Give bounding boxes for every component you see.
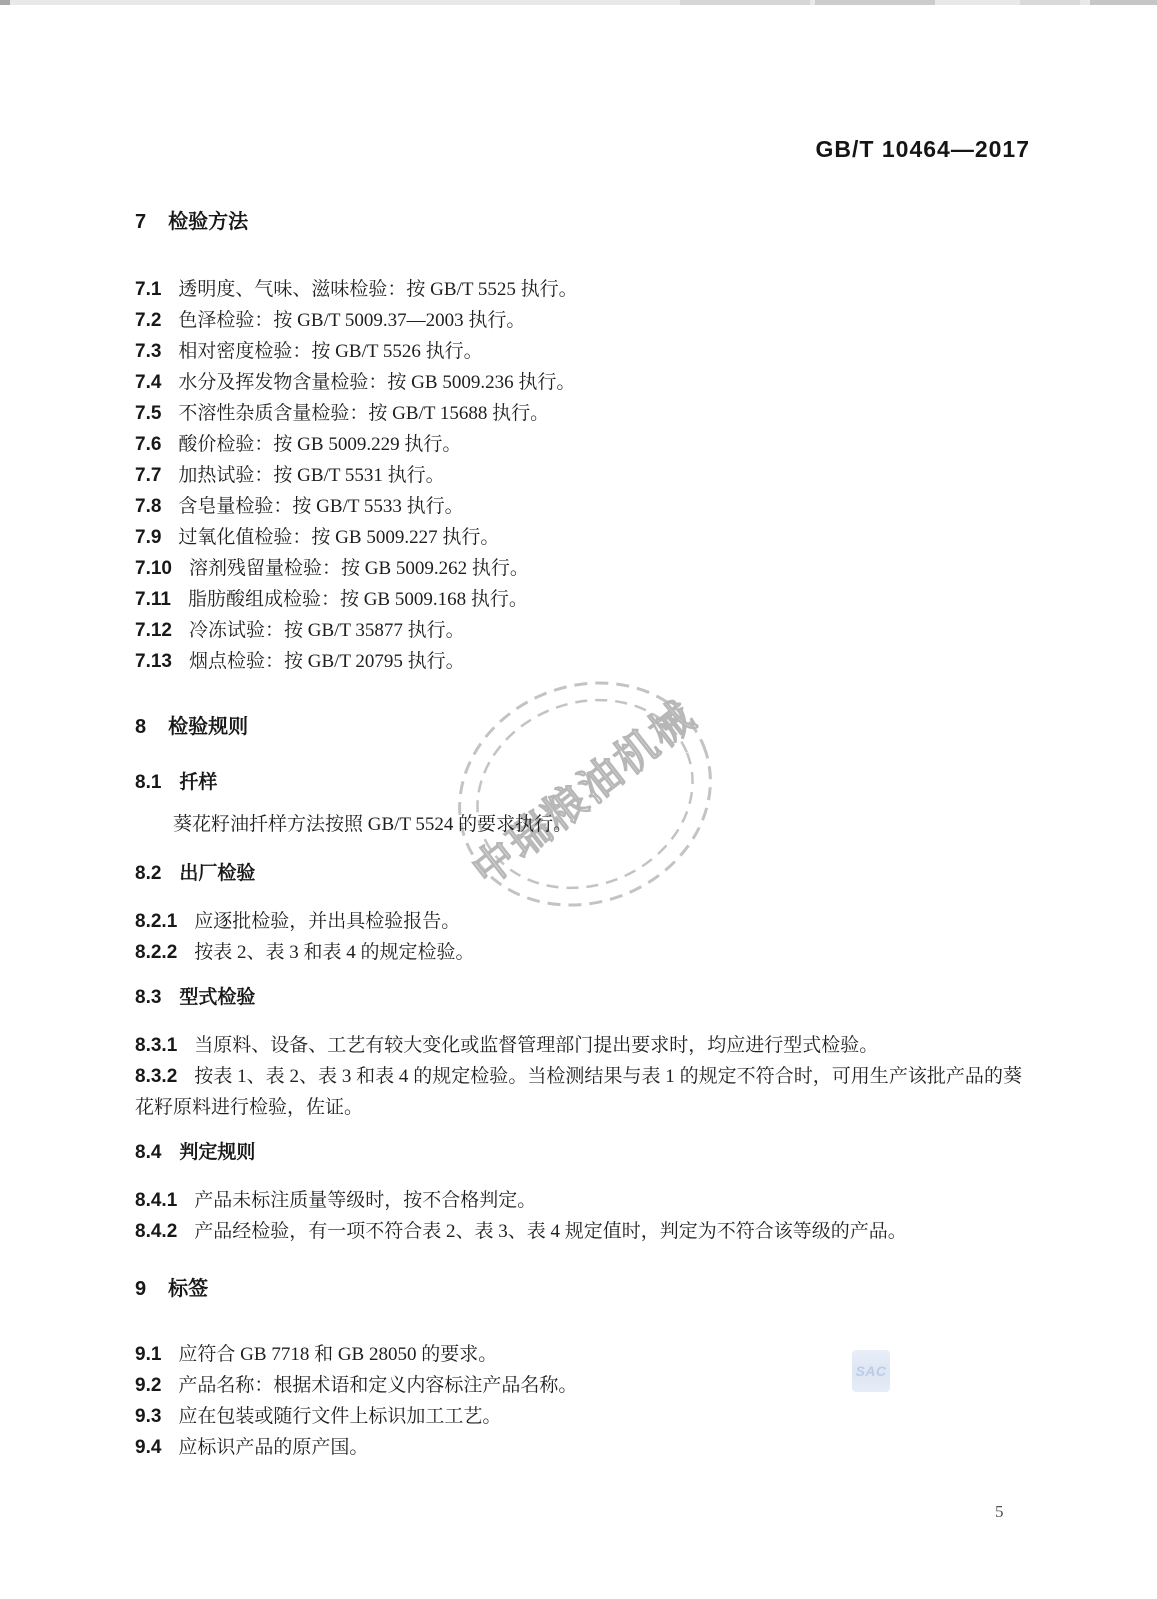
chapter-number: 9 [135,1278,147,1300]
clause-number: 7.10 [135,558,172,579]
clause-text: 应在包装或随行文件上标识加工工艺。 [178,1406,502,1427]
clause-text: 加热试验：按 GB/T 5531 执行。 [178,465,445,486]
clause-9-3 [135,1401,1022,1432]
chapter-number: 7 [135,211,147,233]
clause-text: 冷冻试验：按 GB/T 35877 执行。 [188,620,465,641]
clause-number: 7.8 [135,496,162,517]
clause-text: 产品经检验，有一项不符合表 2、表 3、表 4 规定值时，判定为不符合该等级的产品。 [194,1221,907,1242]
clause-text: 透明度、气味、滋味检验：按 GB/T 5525 执行。 [178,279,578,300]
clause-text: 过氧化值检验：按 GB 5009.227 执行。 [178,527,500,548]
clause-8-3-1 [135,1030,1022,1061]
chapter-7-heading [135,210,1022,234]
clause-number: 7.6 [135,434,162,455]
clause-8-3-2 [135,1061,1022,1123]
section-8-2-heading [135,862,1022,886]
clause-text: 含皂量检验：按 GB/T 5533 执行。 [178,496,464,517]
chapter-9-heading [135,1277,1022,1301]
watermark-text: 中瑞粮油机械 [464,692,706,896]
clause-7-13 [135,646,1022,677]
clause-7-3 [135,336,1022,367]
chapter-title: 检验方法 [168,211,249,233]
section-number: 8.4 [135,1142,162,1163]
clause-8-2-1 [135,906,1022,937]
page-number: 5 [995,1502,1004,1521]
clause-7-2 [135,305,1022,336]
clause-text: 产品未标注质量等级时，按不合格判定。 [194,1190,537,1211]
clause-7-11 [135,584,1022,615]
clause-7-1 [135,274,1022,305]
clause-number: 8.2.1 [135,911,178,932]
clause-number: 9.2 [135,1375,162,1396]
clause-text: 按表 1、表 2、表 3 和表 4 的规定检验。当检测结果与表 1 的规定不符合时，可用生产该批产品的葵花籽原料进行检验，佐证。 [135,1066,1022,1118]
chapter-title: 标签 [168,1278,209,1300]
clause-text: 应逐批检验，并出具检验报告。 [194,911,461,932]
clause-number: 8.2.2 [135,942,178,963]
section-title: 扦样 [179,772,218,793]
clause-9-4 [135,1432,1022,1463]
clause-number: 7.5 [135,403,162,424]
scan-artifact-top-edge [0,0,1157,5]
scan-artifact-segment [680,0,810,5]
clause-7-10 [135,553,1022,584]
standard-code-header: GB/T 10464—2017 [815,136,1030,162]
section-8-1-paragraph: 葵花籽油扦样方法按照 GB/T 5524 的要求执行。 [173,814,573,835]
clause-number: 7.1 [135,279,162,300]
section-number: 8.3 [135,987,162,1008]
clause-number: 7.7 [135,465,162,486]
clause-7-7 [135,460,1022,491]
clause-text: 不溶性杂质含量检验：按 GB/T 15688 执行。 [178,403,550,424]
section-title: 型式检验 [179,987,256,1008]
section-8-4-heading [135,1141,1022,1165]
clause-number: 8.4.2 [135,1221,178,1242]
clause-7-6 [135,429,1022,460]
clause-7-4 [135,367,1022,398]
clause-text: 溶剂残留量检验：按 GB 5009.262 执行。 [188,558,529,579]
scan-artifact-segment [0,0,10,5]
clause-number: 8.3.2 [135,1066,178,1087]
clause-text: 相对密度检验：按 GB/T 5526 执行。 [178,341,483,362]
scan-artifact-segment [1090,0,1157,5]
clause-7-12 [135,615,1022,646]
clause-number: 8.4.1 [135,1190,178,1211]
section-number: 8.2 [135,863,162,884]
clause-number: 9.4 [135,1437,162,1458]
document-body [135,210,1022,1463]
clause-number: 7.4 [135,372,162,393]
clause-text: 产品名称：根据术语和定义内容标注产品名称。 [178,1375,578,1396]
chapter-number: 8 [135,716,147,738]
clause-number: 9.3 [135,1406,162,1427]
clause-number: 7.9 [135,527,162,548]
clause-number: 7.11 [135,589,171,610]
clause-text: 当原料、设备、工艺有较大变化或监督管理部门提出要求时，均应进行型式检验。 [194,1035,879,1056]
clause-7-8 [135,491,1022,522]
clause-number: 8.3.1 [135,1035,178,1056]
section-8-3-heading [135,986,1022,1010]
clause-text: 应符合 GB 7718 和 GB 28050 的要求。 [178,1344,498,1365]
scan-artifact-segment [1020,0,1080,5]
clause-7-9 [135,522,1022,553]
sac-logo-watermark: SAC [852,1350,890,1392]
clause-number: 7.3 [135,341,162,362]
chapter-8-heading [135,715,1022,739]
clause-text: 酸价检验：按 GB 5009.229 执行。 [178,434,462,455]
clause-8-2-2 [135,937,1022,968]
section-title: 判定规则 [179,1142,256,1163]
clause-text: 色泽检验：按 GB/T 5009.37—2003 执行。 [178,310,526,331]
clause-number: 7.2 [135,310,162,331]
clause-text: 烟点检验：按 GB/T 20795 执行。 [188,651,465,672]
clause-8-4-1 [135,1185,1022,1216]
clause-text: 应标识产品的原产国。 [178,1437,369,1458]
clause-number: 7.12 [135,620,172,641]
section-title: 出厂检验 [179,863,256,884]
clause-number: 9.1 [135,1344,162,1365]
clause-number: 7.13 [135,651,172,672]
scan-artifact-segment [815,0,935,5]
clause-7-5 [135,398,1022,429]
clause-text: 脂肪酸组成检验：按 GB 5009.168 执行。 [187,589,528,610]
chapter-title: 检验规则 [168,716,249,738]
clause-text: 水分及挥发物含量检验：按 GB 5009.236 执行。 [178,372,576,393]
section-8-1-heading [135,771,1022,795]
clause-8-4-2 [135,1216,1022,1247]
section-number: 8.1 [135,772,162,793]
clause-text: 按表 2、表 3 和表 4 的规定检验。 [194,942,475,963]
